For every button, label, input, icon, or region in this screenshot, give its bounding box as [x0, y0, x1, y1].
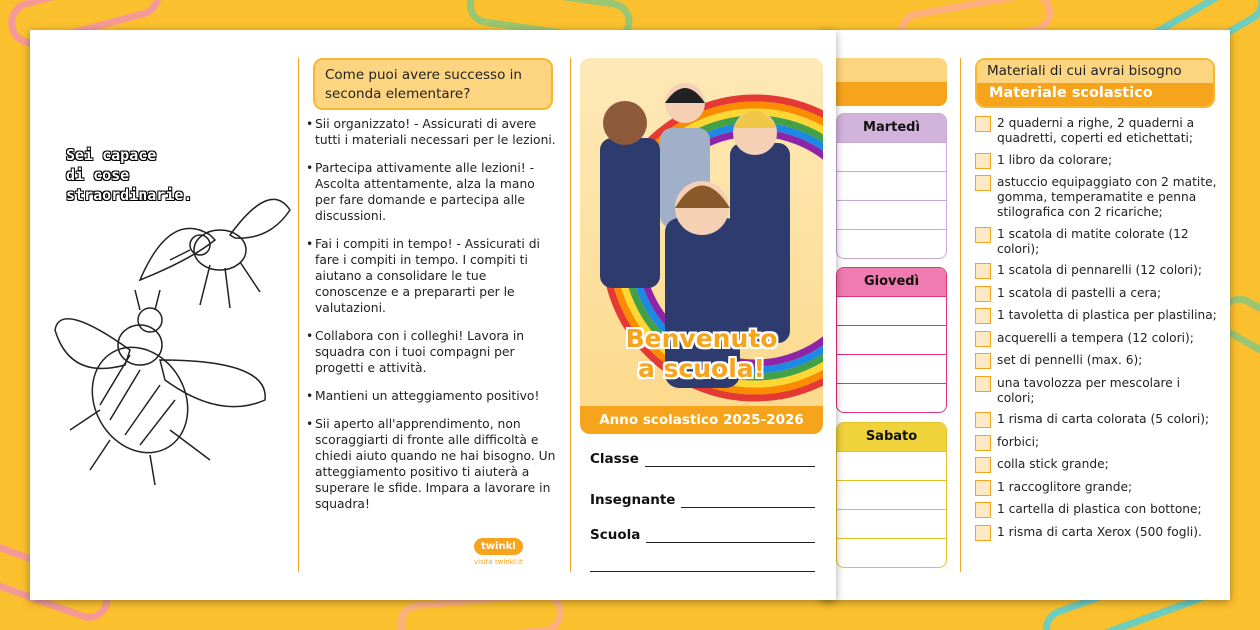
input-line[interactable]: [590, 571, 815, 572]
material-text: una tavolozza per mescolare i colori;: [997, 375, 1181, 405]
materials-subheading: Materiale scolastico: [977, 83, 1213, 106]
material-text: set di pennelli (max. 6);: [997, 353, 1143, 367]
class-field[interactable]: [590, 451, 815, 467]
materials-heading: Materiali di cui avrai bisogno: [977, 60, 1213, 83]
checkbox[interactable]: [975, 435, 991, 451]
day-tuesday: [836, 113, 947, 259]
schedule-slot[interactable]: [837, 142, 946, 171]
divider: [960, 58, 961, 572]
material-item: [975, 227, 1220, 257]
bullet: •: [306, 161, 314, 175]
materials-checklist: [975, 116, 1220, 547]
schedule-slot[interactable]: [837, 325, 946, 354]
schedule-slot[interactable]: [837, 229, 946, 258]
schedule-slot[interactable]: [837, 200, 946, 229]
motto-line: straordinarie.: [66, 186, 193, 204]
day-label: Sabato: [837, 423, 946, 451]
material-item: [975, 286, 1220, 302]
back-page: [820, 30, 1230, 600]
input-line[interactable]: [681, 507, 815, 508]
material-item: [975, 263, 1220, 279]
schedule-slot[interactable]: [837, 383, 946, 412]
cover-card: [580, 58, 823, 434]
tip-text: Partecipa attivamente alle lezioni! - Ascolta attentamente, alza la mano per fare domande e partecipa alle discussioni.: [315, 161, 535, 223]
day-saturday: [836, 422, 947, 568]
material-text: 2 quaderni a righe, 2 quaderni a quadretti, coperti ed etichettati;: [997, 116, 1195, 145]
checkbox[interactable]: [975, 480, 991, 496]
field-label: Insegnante: [590, 492, 676, 508]
tip-text: Sii organizzato! - Assicurati di avere tutti i materiali necessari per le lezioni.: [315, 117, 556, 147]
schedule-slot[interactable]: [837, 480, 946, 509]
checkbox[interactable]: [975, 457, 991, 473]
school-field[interactable]: [590, 527, 815, 543]
material-item: [975, 502, 1220, 518]
checkbox[interactable]: [975, 353, 991, 369]
checkbox[interactable]: [975, 502, 991, 518]
material-item: [975, 331, 1220, 347]
checkbox[interactable]: [975, 412, 991, 428]
checkbox[interactable]: [975, 175, 991, 191]
material-item: [975, 525, 1220, 541]
tip-item: [306, 160, 556, 224]
twinkl-logo[interactable]: [474, 538, 523, 566]
material-text: 1 risma di carta colorata (5 colori);: [997, 412, 1210, 426]
checkbox[interactable]: [975, 153, 991, 169]
extra-line-field[interactable]: [590, 558, 815, 572]
schedule-slot[interactable]: [837, 171, 946, 200]
day-thursday: [836, 267, 947, 413]
divider: [298, 58, 299, 572]
checkbox[interactable]: [975, 227, 991, 243]
material-text: forbici;: [997, 434, 1040, 449]
school-year-banner: Anno scolastico 2025-2026: [580, 406, 823, 434]
material-item: [975, 480, 1220, 496]
bullet: •: [306, 117, 314, 131]
material-text: 1 tavoletta di plastica per plastilina;: [997, 308, 1217, 322]
checkbox[interactable]: [975, 331, 991, 347]
material-text: 1 cartella di plastica con bottone;: [997, 502, 1202, 516]
material-text: 1 risma di carta Xerox (500 fogli).: [997, 524, 1202, 539]
tip-text: Collabora con i colleghi! Lavora in squadra con i tuoi compagni per progetti e attività.: [315, 329, 525, 375]
day-label: Martedì: [837, 114, 946, 142]
tips-list: [306, 116, 556, 524]
material-item: [975, 376, 1220, 406]
bullet: •: [306, 389, 314, 403]
material-text: 1 scatola di matite colorate (12 colori);: [997, 226, 1189, 256]
tip-item: [306, 416, 556, 512]
material-text: 1 libro da colorare;: [997, 152, 1113, 167]
field-label: Classe: [590, 451, 639, 467]
tip-text: Sii aperto all'apprendimento, non scoraggiarti di fronte alle difficoltà e chiedi aiuto quando ne hai bisogno. Un atteggiamento positivo ti aiuterà a superare le sfide. Impara a lavorare in squadra!: [315, 417, 556, 511]
motto-line: Sei capace: [66, 146, 157, 164]
checkbox[interactable]: [975, 116, 991, 132]
material-item: [975, 353, 1220, 369]
site-link[interactable]: visita twinkl.it: [474, 558, 523, 566]
material-item: [975, 457, 1220, 473]
cover-title: [580, 324, 823, 384]
input-line[interactable]: [645, 466, 815, 467]
schedule-header-bar: [836, 58, 947, 106]
material-item: [975, 175, 1220, 220]
bee-illustration: [40, 170, 300, 490]
material-item: [975, 412, 1220, 428]
field-label: Scuola: [590, 527, 641, 543]
divider: [570, 58, 571, 572]
title-line: a scuola!: [637, 354, 766, 383]
material-item: [975, 435, 1220, 451]
input-line[interactable]: [646, 542, 815, 543]
tip-item: [306, 116, 556, 148]
material-text: acquerelli a tempera (12 colori);: [997, 330, 1194, 345]
teacher-field[interactable]: [590, 492, 815, 508]
material-item: [975, 153, 1220, 169]
tip-text: Fai i compiti in tempo! - Assicurati di fare i compiti in tempo. I compiti ti aiutano a consolidare le tue conoscenze e a prepararti per le valutazioni.: [315, 237, 540, 315]
schedule-slot[interactable]: [837, 509, 946, 538]
material-text: colla stick grande;: [997, 457, 1109, 471]
checkbox[interactable]: [975, 525, 991, 541]
day-label: Giovedì: [837, 268, 946, 296]
tip-item: [306, 236, 556, 316]
bullet: •: [306, 329, 314, 343]
schedule-slot[interactable]: [837, 354, 946, 383]
checkbox[interactable]: [975, 263, 991, 279]
motto-line: di cose: [66, 166, 130, 184]
checkbox[interactable]: [975, 286, 991, 302]
material-item: [975, 308, 1220, 324]
schedule-slot[interactable]: [837, 296, 946, 325]
material-text: astuccio equipaggiato con 2 matite, gomma, temperamatite e penna stilografica con 2 ricariche;: [997, 175, 1217, 219]
material-text: 1 scatola di pennarelli (12 colori);: [997, 263, 1202, 277]
materials-header: [975, 58, 1215, 108]
checkbox[interactable]: [975, 376, 991, 392]
bullet: •: [306, 237, 314, 251]
material-item: [975, 116, 1220, 146]
bullet: •: [306, 417, 314, 431]
front-page: [30, 30, 836, 600]
schedule-slot[interactable]: [837, 538, 946, 567]
schedule-slot[interactable]: [837, 451, 946, 480]
material-text: 1 scatola di pastelli a cera;: [997, 285, 1162, 300]
tip-item: [306, 328, 556, 376]
checkbox[interactable]: [975, 308, 991, 324]
tip-text: Mantieni un atteggiamento positivo!: [315, 389, 540, 403]
material-text: 1 raccoglitore grande;: [997, 479, 1133, 494]
title-line: Benvenuto: [625, 324, 778, 353]
logo-text: twinkl: [474, 538, 523, 555]
question-box: Come puoi avere successo in seconda elementare?: [313, 58, 553, 110]
tip-item: [306, 388, 556, 404]
